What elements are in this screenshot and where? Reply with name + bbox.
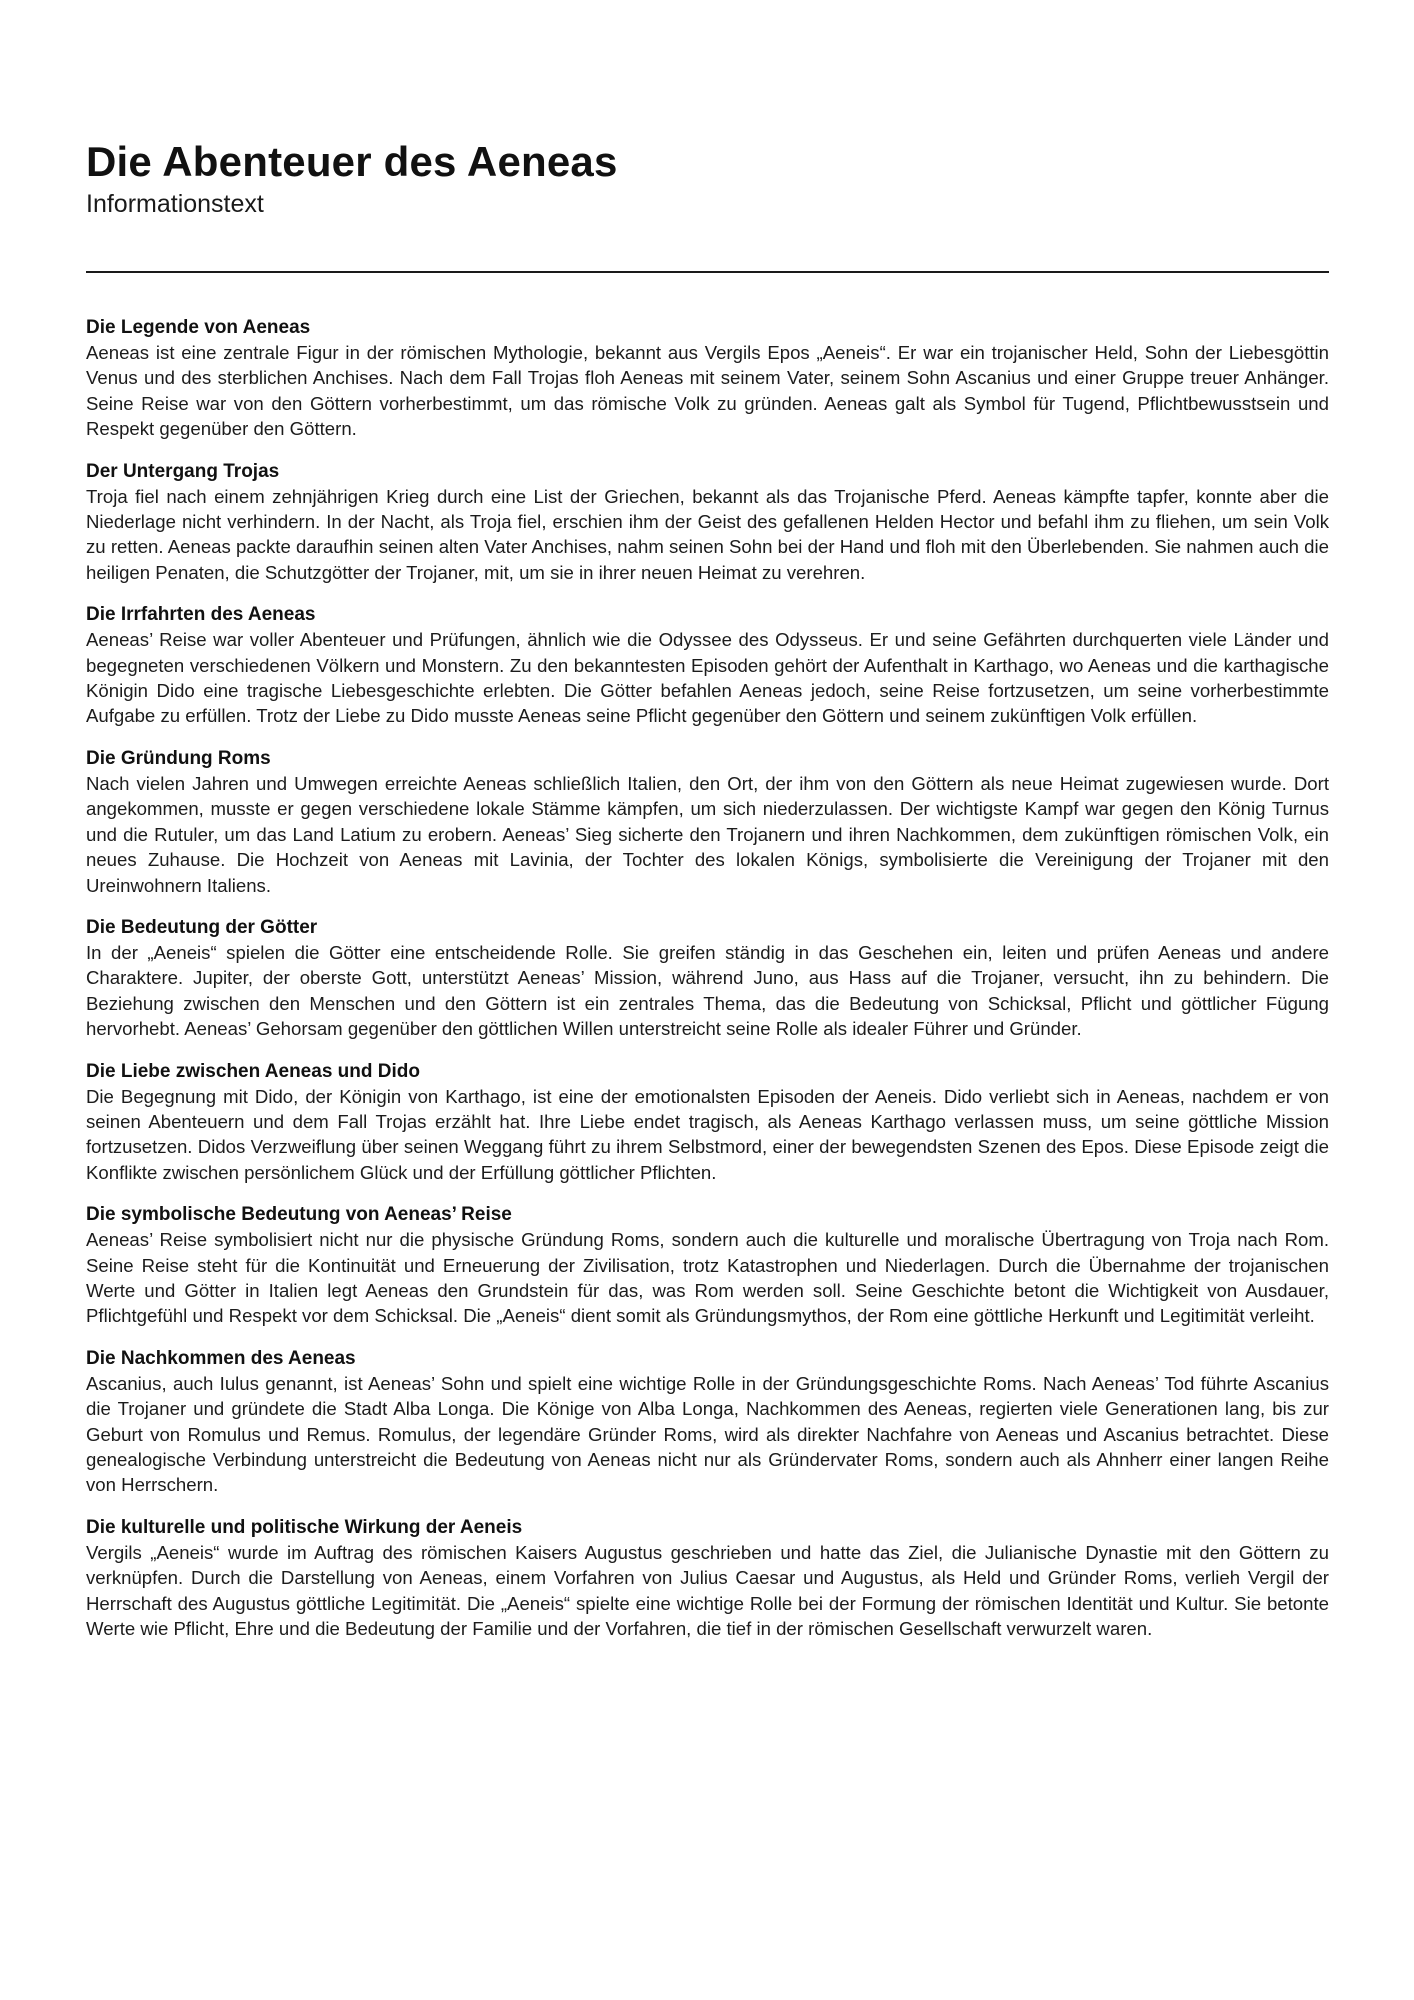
section-heading: Die Gründung Roms <box>86 747 271 769</box>
section-heading: Die kulturelle und politische Wirkung der Aeneis <box>86 1516 523 1538</box>
section-heading: Der Untergang Trojas <box>86 460 280 482</box>
section-heading: Die Legende von Aeneas <box>86 317 311 338</box>
section-body: Aeneas ist eine zentrale Figur in der römischen Mythologie, bekannt aus Vergils Epos „Aeneis“. Er war ein trojanischer Held, Sohn der Liebesgöttin Venus und des sterblichen Anchises. Nach dem Fall Trojas floh Aeneas mit seinem Vater, seinem Sohn Ascanius und einer Gruppe treuer Anhänger. Seine Reise war von den Göttern vorherbestimmt, um das römische Volk zu gründen. Aeneas galt als Symbol für Tugend, Pflichtbewusstsein und Respekt gegenüber den Göttern. <box>86 342 1329 440</box>
document-page <box>86 0 1329 2000</box>
document-title: Die Abenteuer des Aeneas <box>86 138 618 185</box>
section-bedeutung-goetter <box>86 915 1329 1042</box>
section-heading: Die Nachkommen des Aeneas <box>86 1347 356 1369</box>
section-untergang-trojas <box>86 459 1329 586</box>
section-symbolische-bedeutung <box>86 1202 1329 1329</box>
section-gruendung-roms <box>86 746 1329 898</box>
title-divider <box>86 271 1329 273</box>
section-body: In der „Aeneis“ spielen die Götter eine entscheidende Rolle. Sie greifen ständig in das Geschehen ein, leiten und prüfen Aeneas und andere Charaktere. Jupiter, der oberste Gott, unterstützt Aeneas’ Mission, während Juno, aus Hass auf die Trojaner, versucht, ihn zu behindern. Die Beziehung zwischen den Menschen und den Göttern ist ein zentrales Thema, das die Bedeutung von Schicksal, Pflicht und göttlicher Fügung hervorhebt. Aeneas’ Gehorsam gegenüber den göttlichen Willen unterstreicht seine Rolle als idealer Führer und Gründer. <box>86 941 1329 1040</box>
section-legende <box>86 315 1329 442</box>
section-heading: Die Bedeutung der Götter <box>86 916 318 938</box>
section-heading: Die Irrfahrten des Aeneas <box>86 604 316 626</box>
sections-container <box>86 315 1329 1658</box>
document-subtitle: Informationstext <box>86 190 264 218</box>
section-kulturelle-wirkung <box>86 1515 1329 1642</box>
section-body: Aeneas’ Reise war voller Abenteuer und Prüfungen, ähnlich wie die Odyssee des Odysseus. Er und seine Gefährten durchquerten viele Länder und begegneten verschiedenen Völkern und Monstern. Zu den bekanntesten Episoden gehört der Aufenthalt in Karthago, wo Aeneas und die karthagische Königin Dido eine tragische Liebesgeschichte erlebten. Die Götter befahlen Aeneas jedoch, seine Reise fortzusetzen, um seine vorherbestimmte Aufgabe zu erfüllen. Trotz der Liebe zu Dido musste Aeneas seine Pflicht gegenüber den Göttern und seinem zukünftigen Volk erfüllen. <box>86 629 1329 727</box>
section-irrfahrten <box>86 602 1329 729</box>
section-body: Aeneas’ Reise symbolisiert nicht nur die physische Gründung Roms, sondern auch die kulturelle und moralische Übertragung von Troja nach Rom. Seine Reise steht für die Kontinuität und Erneuerung der Zivilisation, trotz Katastrophen und Niederlagen. Durch die Übernahme der trojanischen Werte und Götter in Italien legt Aeneas den Grundstein für das, was Rom werden soll. Seine Geschichte betont die Wichtigkeit von Ausdauer, Pflichtgefühl und Respekt vor dem Schicksal. Die „Aeneis“ dient somit als Gründungsmythos, der Rom eine göttliche Herkunft und Legitimität verleiht. <box>86 1229 1329 1327</box>
section-body: Troja fiel nach einem zehnjährigen Krieg durch eine List der Griechen, bekannt als das Trojanische Pferd. Aeneas kämpfte tapfer, konnte aber die Niederlage nicht verhindern. In der Nacht, als Troja fiel, erschien ihm der Geist des gefallenen Helden Hector und befahl ihm zu fliehen, um sein Volk zu retten. Aeneas packte daraufhin seinen alten Vater Anchises, nahm seinen Sohn bei der Hand und floh mit den Überlebenden. Sie nahmen auch die heiligen Penaten, die Schutzgötter der Trojaner, mit, um sie in ihrer neuen Heimat zu verehren. <box>86 485 1329 583</box>
section-body: Vergils „Aeneis“ wurde im Auftrag des römischen Kaisers Augustus geschrieben und hatte das Ziel, die Julianische Dynastie mit den Göttern zu verknüpfen. Durch die Darstellung von Aeneas, einem Vorfahren von Julius Caesar und Augustus, als Held und Gründer Roms, verlieh Vergil der Herrschaft des Augustus göttliche Legitimität. Die „Aeneis“ spielte eine wichtige Rolle bei der Formung der römischen Identität und Kultur. Sie betonte Werte wie Pflicht, Ehre und die Bedeutung der Familie und der Vorfahren, die tief in der römischen Gesellschaft verwurzelt waren. <box>86 1541 1329 1640</box>
section-heading: Die Liebe zwischen Aeneas und Dido <box>86 1060 420 1082</box>
section-nachkommen <box>86 1346 1329 1498</box>
section-body: Ascanius, auch Iulus genannt, ist Aeneas’ Sohn und spielt eine wichtige Rolle in der Gründungsgeschichte Roms. Nach Aeneas’ Tod führte Ascanius die Trojaner und gründete die Stadt Alba Longa. Die Könige von Alba Longa, Nachkommen des Aeneas, regierten viele Generationen lang, bis zur Geburt von Romulus und Remus. Romulus, der legendäre Gründer Roms, wird als direkter Nachfahre von Aeneas und Ascanius betrachtet. Diese genealogische Verbindung unterstreicht die Bedeutung von Aeneas nicht nur als Gründervater Roms, sondern auch als Ahnherr einer langen Reihe von Herrschern. <box>86 1372 1329 1496</box>
section-body: Die Begegnung mit Dido, der Königin von Karthago, ist eine der emotionalsten Episoden der Aeneis. Dido verliebt sich in Aeneas, nachdem er von seinen Abenteuern und dem Fall Trojas erzählt hat. Ihre Liebe endet tragisch, als Aeneas Karthago verlassen muss, um seine göttliche Mission fortzusetzen. Didos Verzweiflung über seinen Weggang führt zu ihrem Selbstmord, einer der bewegendsten Szenen des Epos. Diese Episode zeigt die Konflikte zwischen persönlichem Glück und der Erfüllung göttlicher Pflichten. <box>86 1085 1329 1183</box>
section-liebe-dido <box>86 1059 1329 1186</box>
section-heading: Die symbolische Bedeutung von Aeneas’ Reise <box>86 1204 512 1226</box>
section-body: Nach vielen Jahren und Umwegen erreichte Aeneas schließlich Italien, den Ort, der ihm von den Göttern als neue Heimat zugewiesen wurde. Dort angekommen, musste er gegen verschiedene lokale Stämme kämpfen, um sich niederzulassen. Der wichtigste Kampf war gegen den König Turnus und die Rutuler, um das Land Latium zu erobern. Aeneas’ Sieg sicherte den Trojanern und ihren Nachkommen, dem zukünftigen römischen Volk, ein neues Zuhause. Die Hochzeit von Aeneas mit Lavinia, der Tochter des lokalen Königs, symbolisierte die Vereinigung der Trojaner mit den Ureinwohnern Italiens. <box>86 772 1329 896</box>
